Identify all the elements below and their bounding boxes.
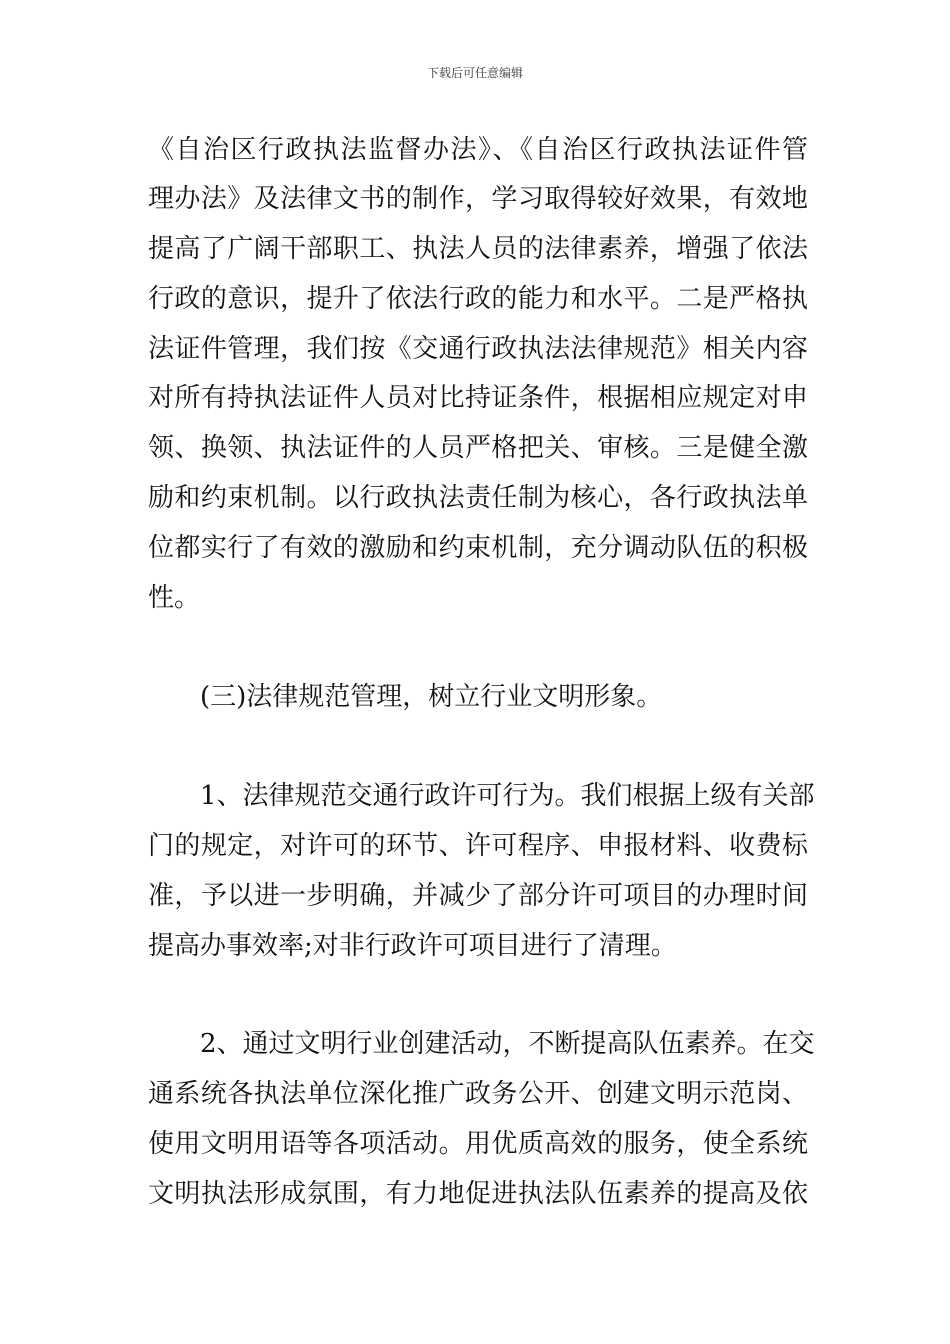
paragraph-1-line: 理办法》及法律文书的制作，学习取得较好效果，有效地: [148, 184, 808, 214]
paragraph-1-line: 行政的意识，提升了依法行政的能力和水平。二是严格执: [148, 284, 808, 314]
paragraph-1-line: 提高了广阔干部职工、执法人员的法律素养，增强了依法: [148, 234, 808, 264]
paragraph-1-line: 励和约束机制。以行政执法责任制为核心，各行政执法单: [148, 483, 808, 513]
section-heading: (三)法律规范管理，树立行业文明形象。: [200, 682, 663, 712]
paragraph-3-line: 文明执法形成氛围，有力地促进执法队伍素养的提高及依: [148, 1179, 808, 1209]
paragraph-3-line: 2、通过文明行业创建活动，不断提高队伍素养。在交: [200, 1029, 815, 1059]
paragraph-2-line: 准，予以进一步明确，并减少了部分许可项目的办理时间: [148, 881, 808, 911]
paragraph-1-line: 领、换领、执法证件的人员严格把关、审核。三是健全激: [148, 433, 808, 463]
paragraph-3-line: 使用文明用语等各项活动。用优质高效的服务，使全系统: [148, 1129, 808, 1159]
paragraph-2-line: 门的规定，对许可的环节、许可程序、申报材料、收费标: [148, 831, 808, 861]
paragraph-2-line: 提高办事效率;对非行政许可项目进行了清理。: [148, 931, 677, 961]
paragraph-1-line: 法证件管理，我们按《交通行政执法法律规范》相关内容: [148, 334, 808, 364]
page-header: 下载后可任意编辑: [426, 66, 523, 80]
paragraph-3-line: 通系统各执法单位深化推广政务公开、创建文明示范岗、: [148, 1079, 808, 1109]
paragraph-1-line: 性。: [148, 583, 201, 613]
paragraph-1-line: 对所有持执法证件人员对比持证条件，根据相应规定对申: [148, 383, 808, 413]
paragraph-1-line: 位都实行了有效的激励和约束机制，充分调动队伍的积极: [148, 533, 808, 563]
paragraph-1-line: 《自治区行政执法监督办法》、《自治区行政执法证件管: [148, 135, 808, 165]
paragraph-2-line: 1、法律规范交通行政许可行为。我们根据上级有关部: [200, 781, 815, 811]
